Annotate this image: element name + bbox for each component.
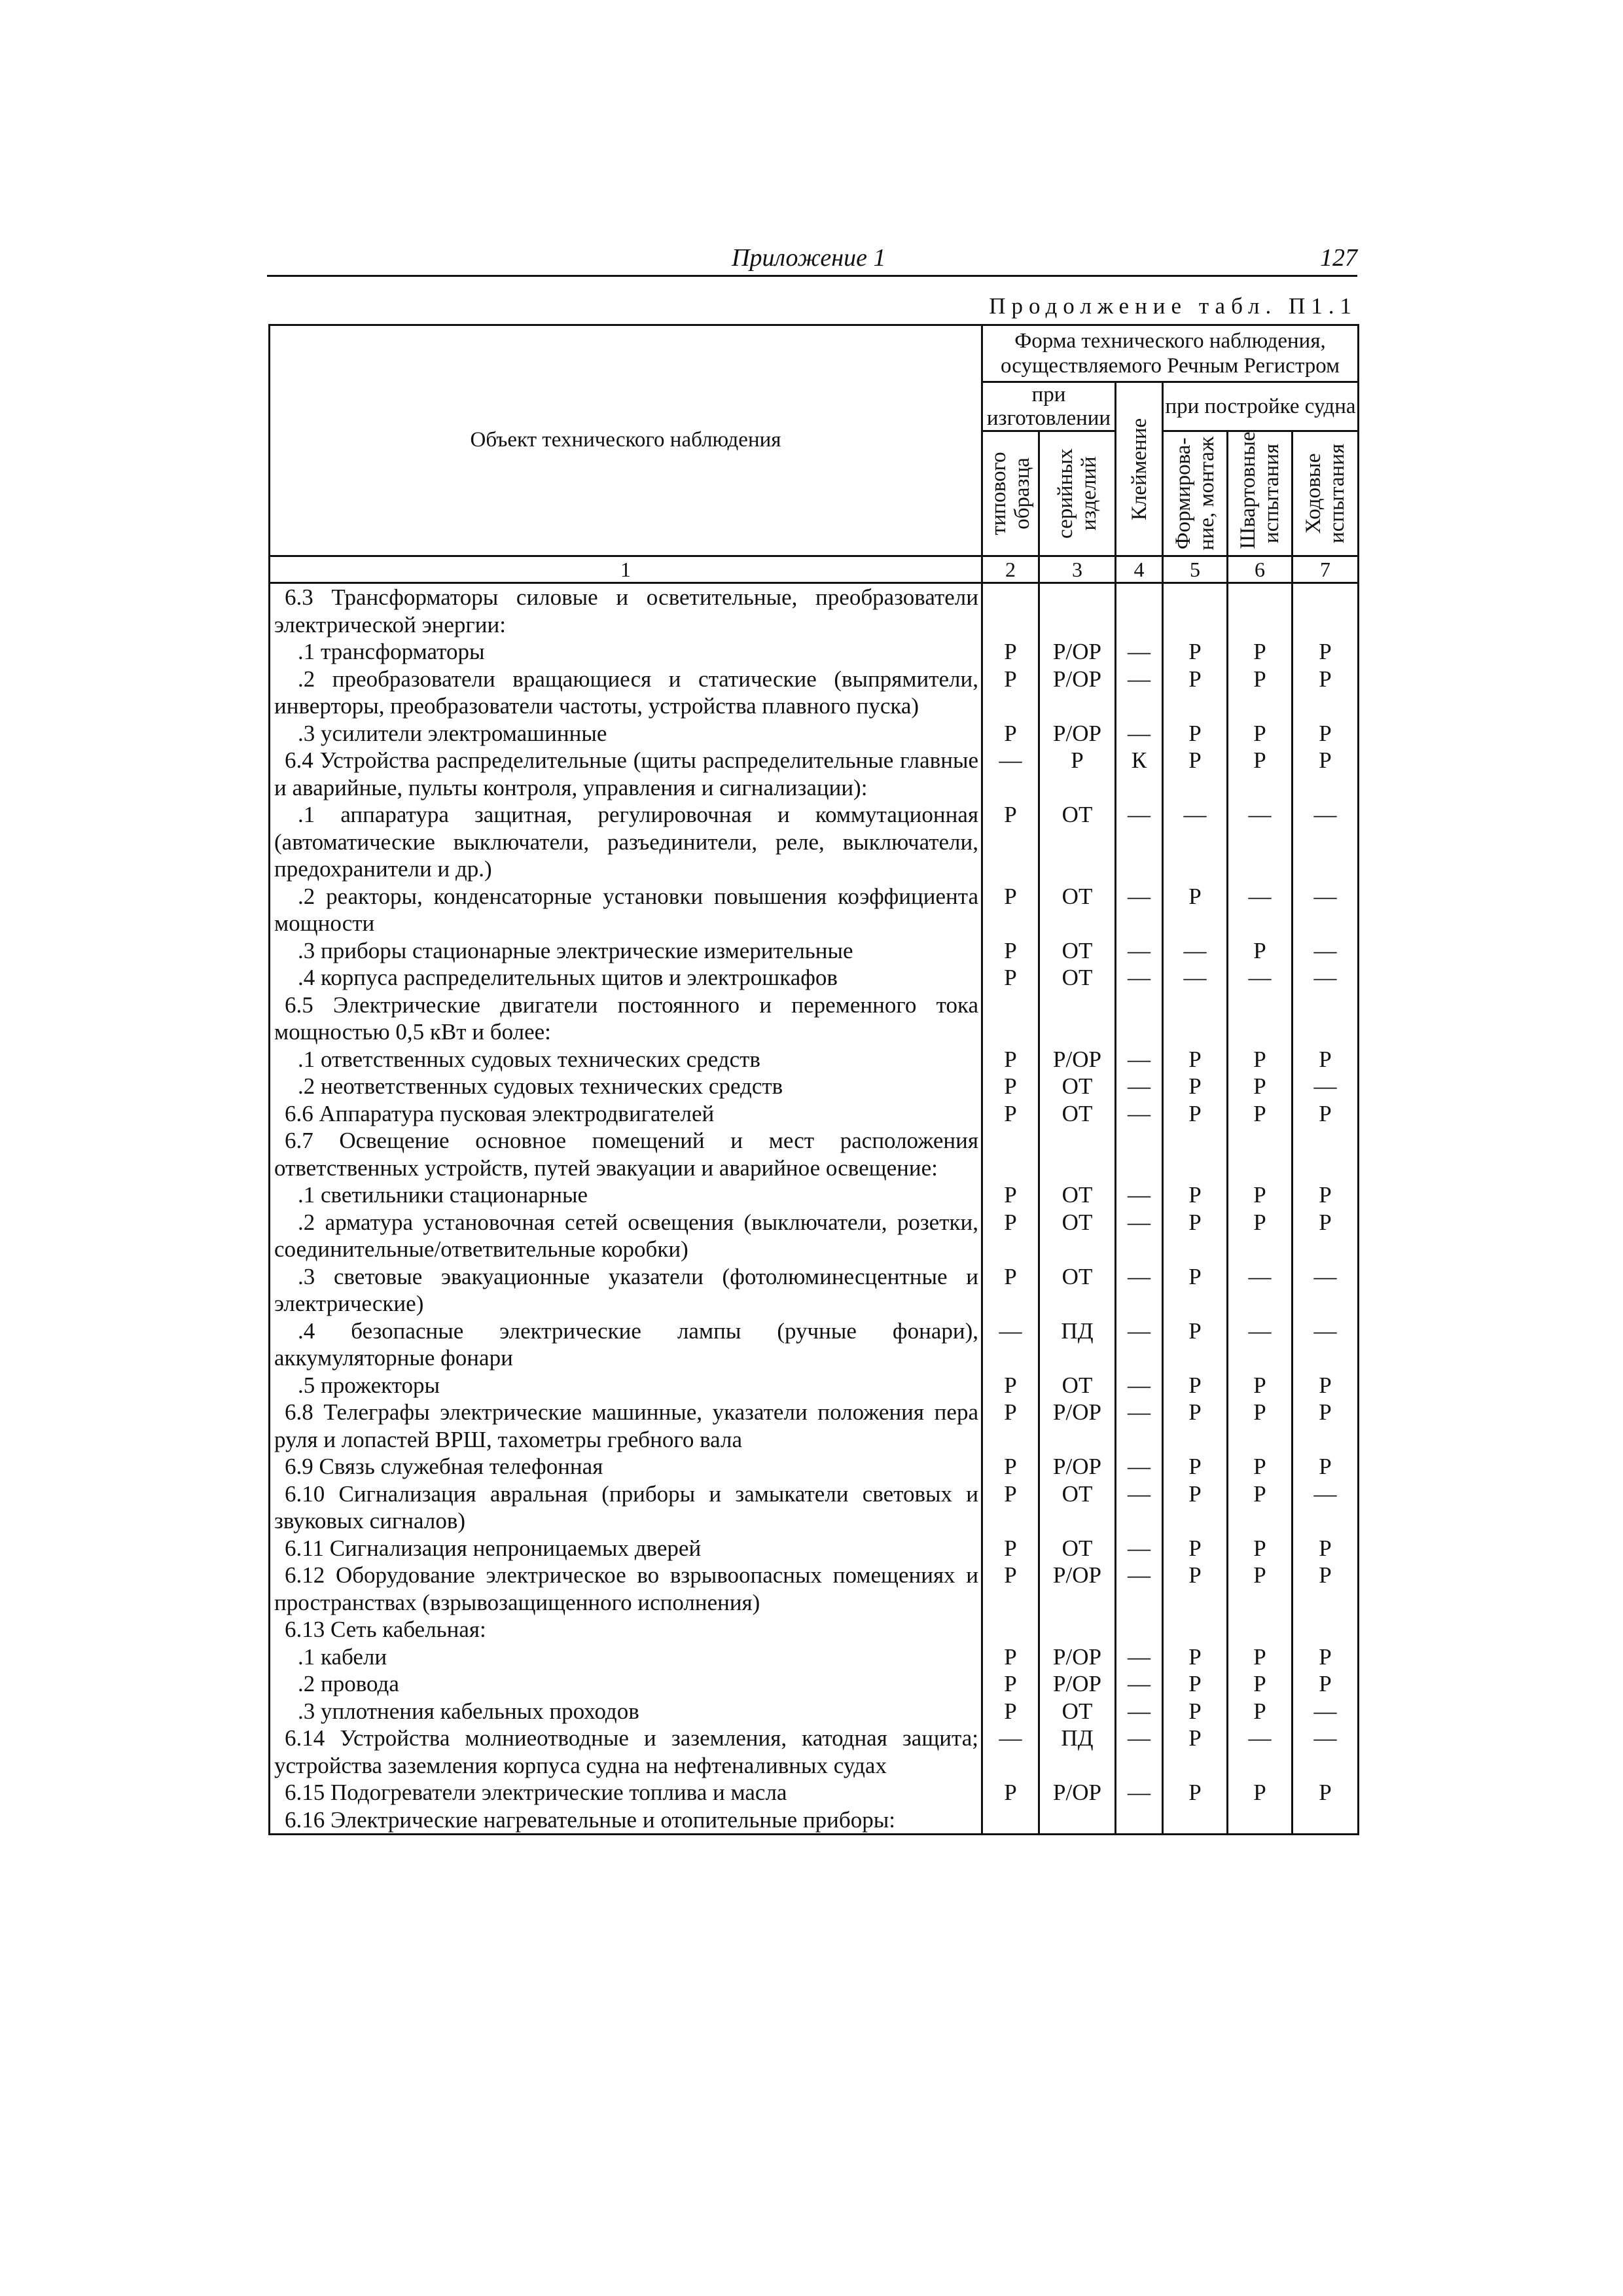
form-cell: — bbox=[1293, 1263, 1359, 1318]
form-cell: — bbox=[1293, 1073, 1359, 1100]
form-cell: — bbox=[1116, 1263, 1163, 1318]
form-cell bbox=[1293, 1127, 1359, 1181]
form-cell: Р bbox=[982, 1209, 1039, 1263]
table-row bbox=[270, 638, 1359, 666]
form-cell bbox=[1228, 583, 1293, 639]
object-cell: .3 уплотнения кабельных проходов bbox=[270, 1698, 982, 1725]
form-cell bbox=[1039, 1806, 1116, 1835]
column-header-type-sample bbox=[982, 431, 1039, 556]
column-number: 1 bbox=[270, 556, 982, 583]
form-cell: Р bbox=[1228, 1535, 1293, 1562]
form-cell: — bbox=[1228, 1318, 1293, 1372]
form-cell: Р bbox=[1293, 1209, 1359, 1263]
form-cell: Р bbox=[982, 937, 1039, 965]
form-cell: Р bbox=[1163, 1100, 1228, 1128]
form-cell: — bbox=[1116, 720, 1163, 747]
form-cell: — bbox=[1116, 1181, 1163, 1209]
form-cell: Р bbox=[1163, 1318, 1228, 1372]
table-row bbox=[270, 1073, 1359, 1100]
form-cell: Р bbox=[982, 1562, 1039, 1616]
object-cell: .3 усилители электромашинные bbox=[270, 720, 982, 747]
form-cell: Р bbox=[1163, 1480, 1228, 1535]
form-cell bbox=[982, 992, 1039, 1046]
form-cell: Р bbox=[982, 1535, 1039, 1562]
form-cell: Р bbox=[1228, 1046, 1293, 1073]
form-cell bbox=[1293, 992, 1359, 1046]
form-cell: Р/ОР bbox=[1039, 1779, 1116, 1806]
form-cell: Р bbox=[1293, 1535, 1359, 1562]
column-header-sea-trials bbox=[1293, 431, 1359, 556]
object-cell: 6.16 Электрические нагревательные и отопительные приборы: bbox=[270, 1806, 982, 1835]
table-row bbox=[270, 1616, 1359, 1643]
form-cell: Р bbox=[982, 883, 1039, 937]
form-cell: — bbox=[1293, 1698, 1359, 1725]
object-cell: 6.10 Сигнализация авральная (приборы и замыкатели световых и звуковых сигналов) bbox=[270, 1480, 982, 1535]
column-header-sea-trials-label: Ходовые испытания bbox=[1302, 443, 1349, 544]
form-cell: — bbox=[1116, 1046, 1163, 1073]
form-cell: К bbox=[1116, 747, 1163, 801]
form-cell: Р bbox=[1163, 1670, 1228, 1698]
table-row bbox=[270, 1698, 1359, 1725]
column-number: 2 bbox=[982, 556, 1039, 583]
object-cell: 6.4 Устройства распределительные (щиты распределительные главные и аварийные, пульты контроля, управления и сигнализации): bbox=[270, 747, 982, 801]
form-cell: Р bbox=[1163, 1046, 1228, 1073]
form-cell: Р bbox=[982, 1480, 1039, 1535]
table-row bbox=[270, 1127, 1359, 1181]
object-cell: 6.3 Трансформаторы силовые и осветительные, преобразователи электрической энергии: bbox=[270, 583, 982, 639]
table-caption: Продолжение табл. П1.1 bbox=[989, 293, 1357, 319]
object-cell: 6.15 Подогреватели электрические топлива и масла bbox=[270, 1779, 982, 1806]
form-cell: — bbox=[1116, 883, 1163, 937]
form-cell: Р bbox=[1163, 1181, 1228, 1209]
form-cell: — bbox=[1228, 964, 1293, 992]
form-cell: — bbox=[1116, 1372, 1163, 1399]
table-row bbox=[270, 1643, 1359, 1671]
form-cell: Р bbox=[982, 720, 1039, 747]
object-cell: 6.13 Сеть кабельная: bbox=[270, 1616, 982, 1643]
object-cell: .2 арматура установочная сетей освещения (выключатели, розетки, соединительные/ответвительные коробки) bbox=[270, 1209, 982, 1263]
form-cell: Р bbox=[1228, 1453, 1293, 1480]
form-cell: ОТ bbox=[1039, 937, 1116, 965]
column-number: 4 bbox=[1116, 556, 1163, 583]
form-cell: Р bbox=[1163, 1209, 1228, 1263]
form-cell: Р bbox=[1163, 1698, 1228, 1725]
object-cell: 6.14 Устройства молниеотводные и заземления, катодная защита; устройства заземления корпуса судна на нефтеналивных судах bbox=[270, 1725, 982, 1779]
form-cell: Р/ОР bbox=[1039, 666, 1116, 720]
form-cell: Р bbox=[1163, 747, 1228, 801]
object-cell: .1 светильники стационарные bbox=[270, 1181, 982, 1209]
form-cell: — bbox=[1116, 964, 1163, 992]
object-cell: .5 прожекторы bbox=[270, 1372, 982, 1399]
table-row bbox=[270, 1399, 1359, 1453]
form-cell: — bbox=[1116, 1399, 1163, 1453]
form-cell bbox=[1163, 1127, 1228, 1181]
form-cell: Р bbox=[1293, 1670, 1359, 1698]
form-cell: Р bbox=[1293, 1046, 1359, 1073]
form-cell bbox=[1228, 1616, 1293, 1643]
form-cell: Р bbox=[1163, 1073, 1228, 1100]
form-cell: ОТ bbox=[1039, 1263, 1116, 1318]
form-cell: — bbox=[1293, 1318, 1359, 1372]
form-cell: ОТ bbox=[1039, 1181, 1116, 1209]
form-cell: — bbox=[1116, 1453, 1163, 1480]
column-header-stamping-label: Клеймение bbox=[1127, 418, 1151, 520]
table-row bbox=[270, 1046, 1359, 1073]
table-row bbox=[270, 992, 1359, 1046]
form-cell: Р/ОР bbox=[1039, 1562, 1116, 1616]
page-number: 127 bbox=[1320, 244, 1357, 272]
column-number: 3 bbox=[1039, 556, 1116, 583]
column-header-mooring-label: Швартовные испытания bbox=[1236, 431, 1283, 549]
form-cell: — bbox=[1293, 1725, 1359, 1779]
form-cell: Р bbox=[982, 1100, 1039, 1128]
form-cell bbox=[982, 583, 1039, 639]
form-cell: — bbox=[1116, 1779, 1163, 1806]
form-cell: Р bbox=[982, 1670, 1039, 1698]
column-header-serial bbox=[1039, 431, 1116, 556]
form-cell: Р bbox=[1163, 1399, 1228, 1453]
form-cell bbox=[1039, 583, 1116, 639]
form-cell: Р bbox=[982, 1643, 1039, 1671]
form-cell: Р bbox=[1163, 666, 1228, 720]
form-cell: Р bbox=[1293, 638, 1359, 666]
form-cell: — bbox=[1228, 1263, 1293, 1318]
table-row bbox=[270, 666, 1359, 720]
column-number: 7 bbox=[1293, 556, 1359, 583]
form-cell: — bbox=[1163, 801, 1228, 883]
form-cell: ОТ bbox=[1039, 1100, 1116, 1128]
form-cell: Р bbox=[982, 801, 1039, 883]
form-cell: Р bbox=[1293, 747, 1359, 801]
table-row bbox=[270, 1562, 1359, 1616]
object-cell: 6.9 Связь служебная телефонная bbox=[270, 1453, 982, 1480]
table-row bbox=[270, 883, 1359, 937]
header-title: Приложение 1 bbox=[732, 244, 886, 272]
form-cell bbox=[1293, 1616, 1359, 1643]
form-cell: Р bbox=[1293, 1779, 1359, 1806]
form-cell: Р bbox=[1163, 1453, 1228, 1480]
form-cell: — bbox=[1116, 1535, 1163, 1562]
form-cell: Р bbox=[1228, 1372, 1293, 1399]
form-cell: ОТ bbox=[1039, 1073, 1116, 1100]
form-cell bbox=[982, 1127, 1039, 1181]
page-header bbox=[267, 243, 1357, 277]
form-cell bbox=[982, 1806, 1039, 1835]
form-cell: Р bbox=[1163, 1535, 1228, 1562]
column-number: 5 bbox=[1163, 556, 1228, 583]
form-cell: Р bbox=[1293, 1372, 1359, 1399]
form-cell: Р/ОР bbox=[1039, 1670, 1116, 1698]
form-cell bbox=[1293, 1806, 1359, 1835]
object-cell: .1 кабели bbox=[270, 1643, 982, 1671]
form-cell bbox=[1228, 992, 1293, 1046]
form-cell: Р bbox=[1163, 1263, 1228, 1318]
form-cell: Р/ОР bbox=[1039, 1453, 1116, 1480]
form-cell: ОТ bbox=[1039, 1209, 1116, 1263]
form-cell: Р bbox=[1228, 1209, 1293, 1263]
table-row bbox=[270, 747, 1359, 801]
column-header-stamping bbox=[1116, 382, 1163, 556]
object-cell: .3 приборы стационарные электрические измерительные bbox=[270, 937, 982, 965]
form-cell: Р bbox=[1163, 1725, 1228, 1779]
column-header-forming-label: Формирова-ние, монтаж bbox=[1171, 437, 1219, 550]
form-cell bbox=[1039, 1127, 1116, 1181]
form-cell: Р bbox=[1228, 1480, 1293, 1535]
object-cell: 6.7 Освещение основное помещений и мест расположения ответственных устройств, путей эвакуации и аварийное освещение: bbox=[270, 1127, 982, 1181]
form-cell: Р/ОР bbox=[1039, 638, 1116, 666]
form-cell bbox=[1116, 1127, 1163, 1181]
form-cell: Р bbox=[982, 1181, 1039, 1209]
form-cell: Р bbox=[982, 1779, 1039, 1806]
table-row bbox=[270, 1725, 1359, 1779]
form-cell: Р bbox=[1228, 1779, 1293, 1806]
form-cell: Р bbox=[1228, 1181, 1293, 1209]
form-cell: — bbox=[1293, 801, 1359, 883]
form-cell: Р bbox=[1228, 666, 1293, 720]
form-cell: — bbox=[1116, 1670, 1163, 1698]
form-cell: ОТ bbox=[1039, 1480, 1116, 1535]
form-cell: Р bbox=[1039, 747, 1116, 801]
form-cell: — bbox=[1116, 1698, 1163, 1725]
form-cell bbox=[1163, 992, 1228, 1046]
column-header-mooring bbox=[1228, 431, 1293, 556]
column-header-serial-label: серийных изделий bbox=[1054, 448, 1101, 539]
object-cell: 6.8 Телеграфы электрические машинные, указатели положения пера руля и лопастей ВРШ, тахометры гребного вала bbox=[270, 1399, 982, 1453]
form-cell: ОТ bbox=[1039, 1698, 1116, 1725]
object-cell: .3 световые эвакуационные указатели (фотолюминесцентные и электрические) bbox=[270, 1263, 982, 1318]
table-row bbox=[270, 1100, 1359, 1128]
form-cell: ПД bbox=[1039, 1725, 1116, 1779]
form-cell: Р bbox=[1228, 937, 1293, 965]
form-cell: — bbox=[982, 747, 1039, 801]
object-cell: .2 преобразователи вращающиеся и статические (выпрямители, инверторы, преобразователи частоты, устройства плавного пуска) bbox=[270, 666, 982, 720]
form-cell: Р bbox=[1163, 1779, 1228, 1806]
form-cell: ОТ bbox=[1039, 1372, 1116, 1399]
inspection-table bbox=[268, 324, 1359, 1835]
column-header-forming bbox=[1163, 431, 1228, 556]
object-cell: .1 ответственных судовых технических средств bbox=[270, 1046, 982, 1073]
form-cell: Р bbox=[1163, 1643, 1228, 1671]
table-row bbox=[270, 964, 1359, 992]
object-cell: .2 реакторы, конденсаторные установки повышения коэффициента мощности bbox=[270, 883, 982, 937]
form-cell: Р bbox=[1163, 1372, 1228, 1399]
form-cell: ОТ bbox=[1039, 801, 1116, 883]
table-row bbox=[270, 937, 1359, 965]
form-cell bbox=[1163, 1616, 1228, 1643]
form-cell: — bbox=[1116, 937, 1163, 965]
form-cell: Р/ОР bbox=[1039, 1399, 1116, 1453]
form-cell: — bbox=[1116, 1643, 1163, 1671]
object-cell: .2 провода bbox=[270, 1670, 982, 1698]
form-cell: — bbox=[982, 1318, 1039, 1372]
form-cell: Р bbox=[982, 1698, 1039, 1725]
form-cell: Р bbox=[1228, 1698, 1293, 1725]
form-cell: ПД bbox=[1039, 1318, 1116, 1372]
form-cell: Р bbox=[982, 1073, 1039, 1100]
form-cell: — bbox=[1228, 1725, 1293, 1779]
form-cell: Р bbox=[982, 1399, 1039, 1453]
form-cell: — bbox=[1293, 883, 1359, 937]
table-row bbox=[270, 1806, 1359, 1835]
table-row bbox=[270, 720, 1359, 747]
column-header-object: Объект технического наблюдения bbox=[270, 325, 982, 556]
form-cell bbox=[1293, 583, 1359, 639]
object-cell: 6.11 Сигнализация непроницаемых дверей bbox=[270, 1535, 982, 1562]
form-cell: Р bbox=[1293, 720, 1359, 747]
table-body bbox=[270, 583, 1359, 1835]
object-cell: 6.12 Оборудование электрическое во взрывоопасных помещениях и пространствах (взрывозащищенного исполнения) bbox=[270, 1562, 982, 1616]
form-cell bbox=[1116, 1616, 1163, 1643]
form-cell: Р bbox=[1228, 1100, 1293, 1128]
group-header-construction: при постройке судна bbox=[1163, 382, 1359, 431]
object-cell: .1 аппаратура защитная, регулировочная и коммутационная (автоматические выключатели, разъединители, реле, выключатели, предохранители и др.) bbox=[270, 801, 982, 883]
form-cell: Р bbox=[1293, 1453, 1359, 1480]
form-cell: Р bbox=[1228, 1670, 1293, 1698]
table-row bbox=[270, 1181, 1359, 1209]
form-cell: Р bbox=[1293, 1399, 1359, 1453]
group-header-manufacture: при изготовлении bbox=[982, 382, 1116, 431]
form-cell bbox=[982, 1616, 1039, 1643]
form-cell: Р bbox=[982, 666, 1039, 720]
table-row bbox=[270, 1263, 1359, 1318]
table-row bbox=[270, 1453, 1359, 1480]
form-cell: Р/ОР bbox=[1039, 1643, 1116, 1671]
form-cell: Р bbox=[1228, 1562, 1293, 1616]
form-cell: ОТ bbox=[1039, 883, 1116, 937]
form-cell: Р bbox=[1228, 1643, 1293, 1671]
object-cell: .4 корпуса распределительных щитов и электрошкафов bbox=[270, 964, 982, 992]
form-cell: — bbox=[982, 1725, 1039, 1779]
form-cell: Р bbox=[1228, 720, 1293, 747]
form-cell: ОТ bbox=[1039, 1535, 1116, 1562]
form-cell bbox=[1116, 1806, 1163, 1835]
form-cell: — bbox=[1116, 1562, 1163, 1616]
form-cell: Р bbox=[1293, 1100, 1359, 1128]
form-cell bbox=[1039, 992, 1116, 1046]
form-cell bbox=[1228, 1806, 1293, 1835]
form-cell: Р bbox=[982, 1453, 1039, 1480]
object-cell: .1 трансформаторы bbox=[270, 638, 982, 666]
form-cell: Р bbox=[1293, 666, 1359, 720]
form-cell: Р bbox=[982, 964, 1039, 992]
object-cell: .2 неответственных судовых технических средств bbox=[270, 1073, 982, 1100]
form-cell: Р bbox=[1163, 883, 1228, 937]
form-cell: Р bbox=[1228, 1399, 1293, 1453]
form-cell: — bbox=[1163, 964, 1228, 992]
form-cell: Р/ОР bbox=[1039, 720, 1116, 747]
form-cell: — bbox=[1116, 1209, 1163, 1263]
form-cell: — bbox=[1228, 801, 1293, 883]
form-cell: — bbox=[1116, 1318, 1163, 1372]
form-cell: — bbox=[1116, 1480, 1163, 1535]
form-header: Форма технического наблюдения, осуществляемого Речным Регистром bbox=[982, 325, 1359, 382]
form-cell: — bbox=[1293, 1480, 1359, 1535]
object-cell: .4 безопасные электрические лампы (ручные фонари), аккумуляторные фонари bbox=[270, 1318, 982, 1372]
form-cell bbox=[1116, 992, 1163, 1046]
table-row bbox=[270, 1209, 1359, 1263]
form-cell: Р bbox=[1293, 1181, 1359, 1209]
table-row bbox=[270, 801, 1359, 883]
form-cell: Р bbox=[1228, 638, 1293, 666]
column-number: 6 bbox=[1228, 556, 1293, 583]
form-cell bbox=[1116, 583, 1163, 639]
form-cell: Р bbox=[982, 1046, 1039, 1073]
form-cell: — bbox=[1116, 638, 1163, 666]
form-cell: — bbox=[1116, 1725, 1163, 1779]
table-row bbox=[270, 1372, 1359, 1399]
form-cell: ОТ bbox=[1039, 964, 1116, 992]
column-header-type-sample-label: типового образца bbox=[987, 452, 1034, 535]
form-cell: — bbox=[1228, 883, 1293, 937]
table-row bbox=[270, 1779, 1359, 1806]
form-cell bbox=[1039, 1616, 1116, 1643]
form-cell: Р bbox=[982, 1263, 1039, 1318]
form-cell bbox=[1163, 583, 1228, 639]
table-row bbox=[270, 1670, 1359, 1698]
form-cell: — bbox=[1293, 937, 1359, 965]
table-row bbox=[270, 583, 1359, 639]
table-row bbox=[270, 1318, 1359, 1372]
form-cell: Р bbox=[982, 638, 1039, 666]
form-cell: Р bbox=[1163, 1562, 1228, 1616]
form-cell: Р bbox=[1163, 720, 1228, 747]
form-cell: Р bbox=[1163, 638, 1228, 666]
form-cell: Р bbox=[982, 1372, 1039, 1399]
form-cell: — bbox=[1116, 1073, 1163, 1100]
form-cell: — bbox=[1116, 1100, 1163, 1128]
form-cell: Р bbox=[1293, 1643, 1359, 1671]
form-cell: Р bbox=[1228, 1073, 1293, 1100]
form-cell: — bbox=[1116, 801, 1163, 883]
table-row bbox=[270, 1480, 1359, 1535]
form-cell: Р bbox=[1293, 1562, 1359, 1616]
object-cell: 6.5 Электрические двигатели постоянного и переменного тока мощностью 0,5 кВт и более: bbox=[270, 992, 982, 1046]
form-cell: — bbox=[1293, 964, 1359, 992]
form-cell bbox=[1163, 1806, 1228, 1835]
form-cell: — bbox=[1163, 937, 1228, 965]
form-cell: Р/ОР bbox=[1039, 1046, 1116, 1073]
form-cell: Р bbox=[1228, 747, 1293, 801]
form-cell bbox=[1228, 1127, 1293, 1181]
form-cell: — bbox=[1116, 666, 1163, 720]
table-row bbox=[270, 1535, 1359, 1562]
object-cell: 6.6 Аппаратура пусковая электродвигателей bbox=[270, 1100, 982, 1128]
